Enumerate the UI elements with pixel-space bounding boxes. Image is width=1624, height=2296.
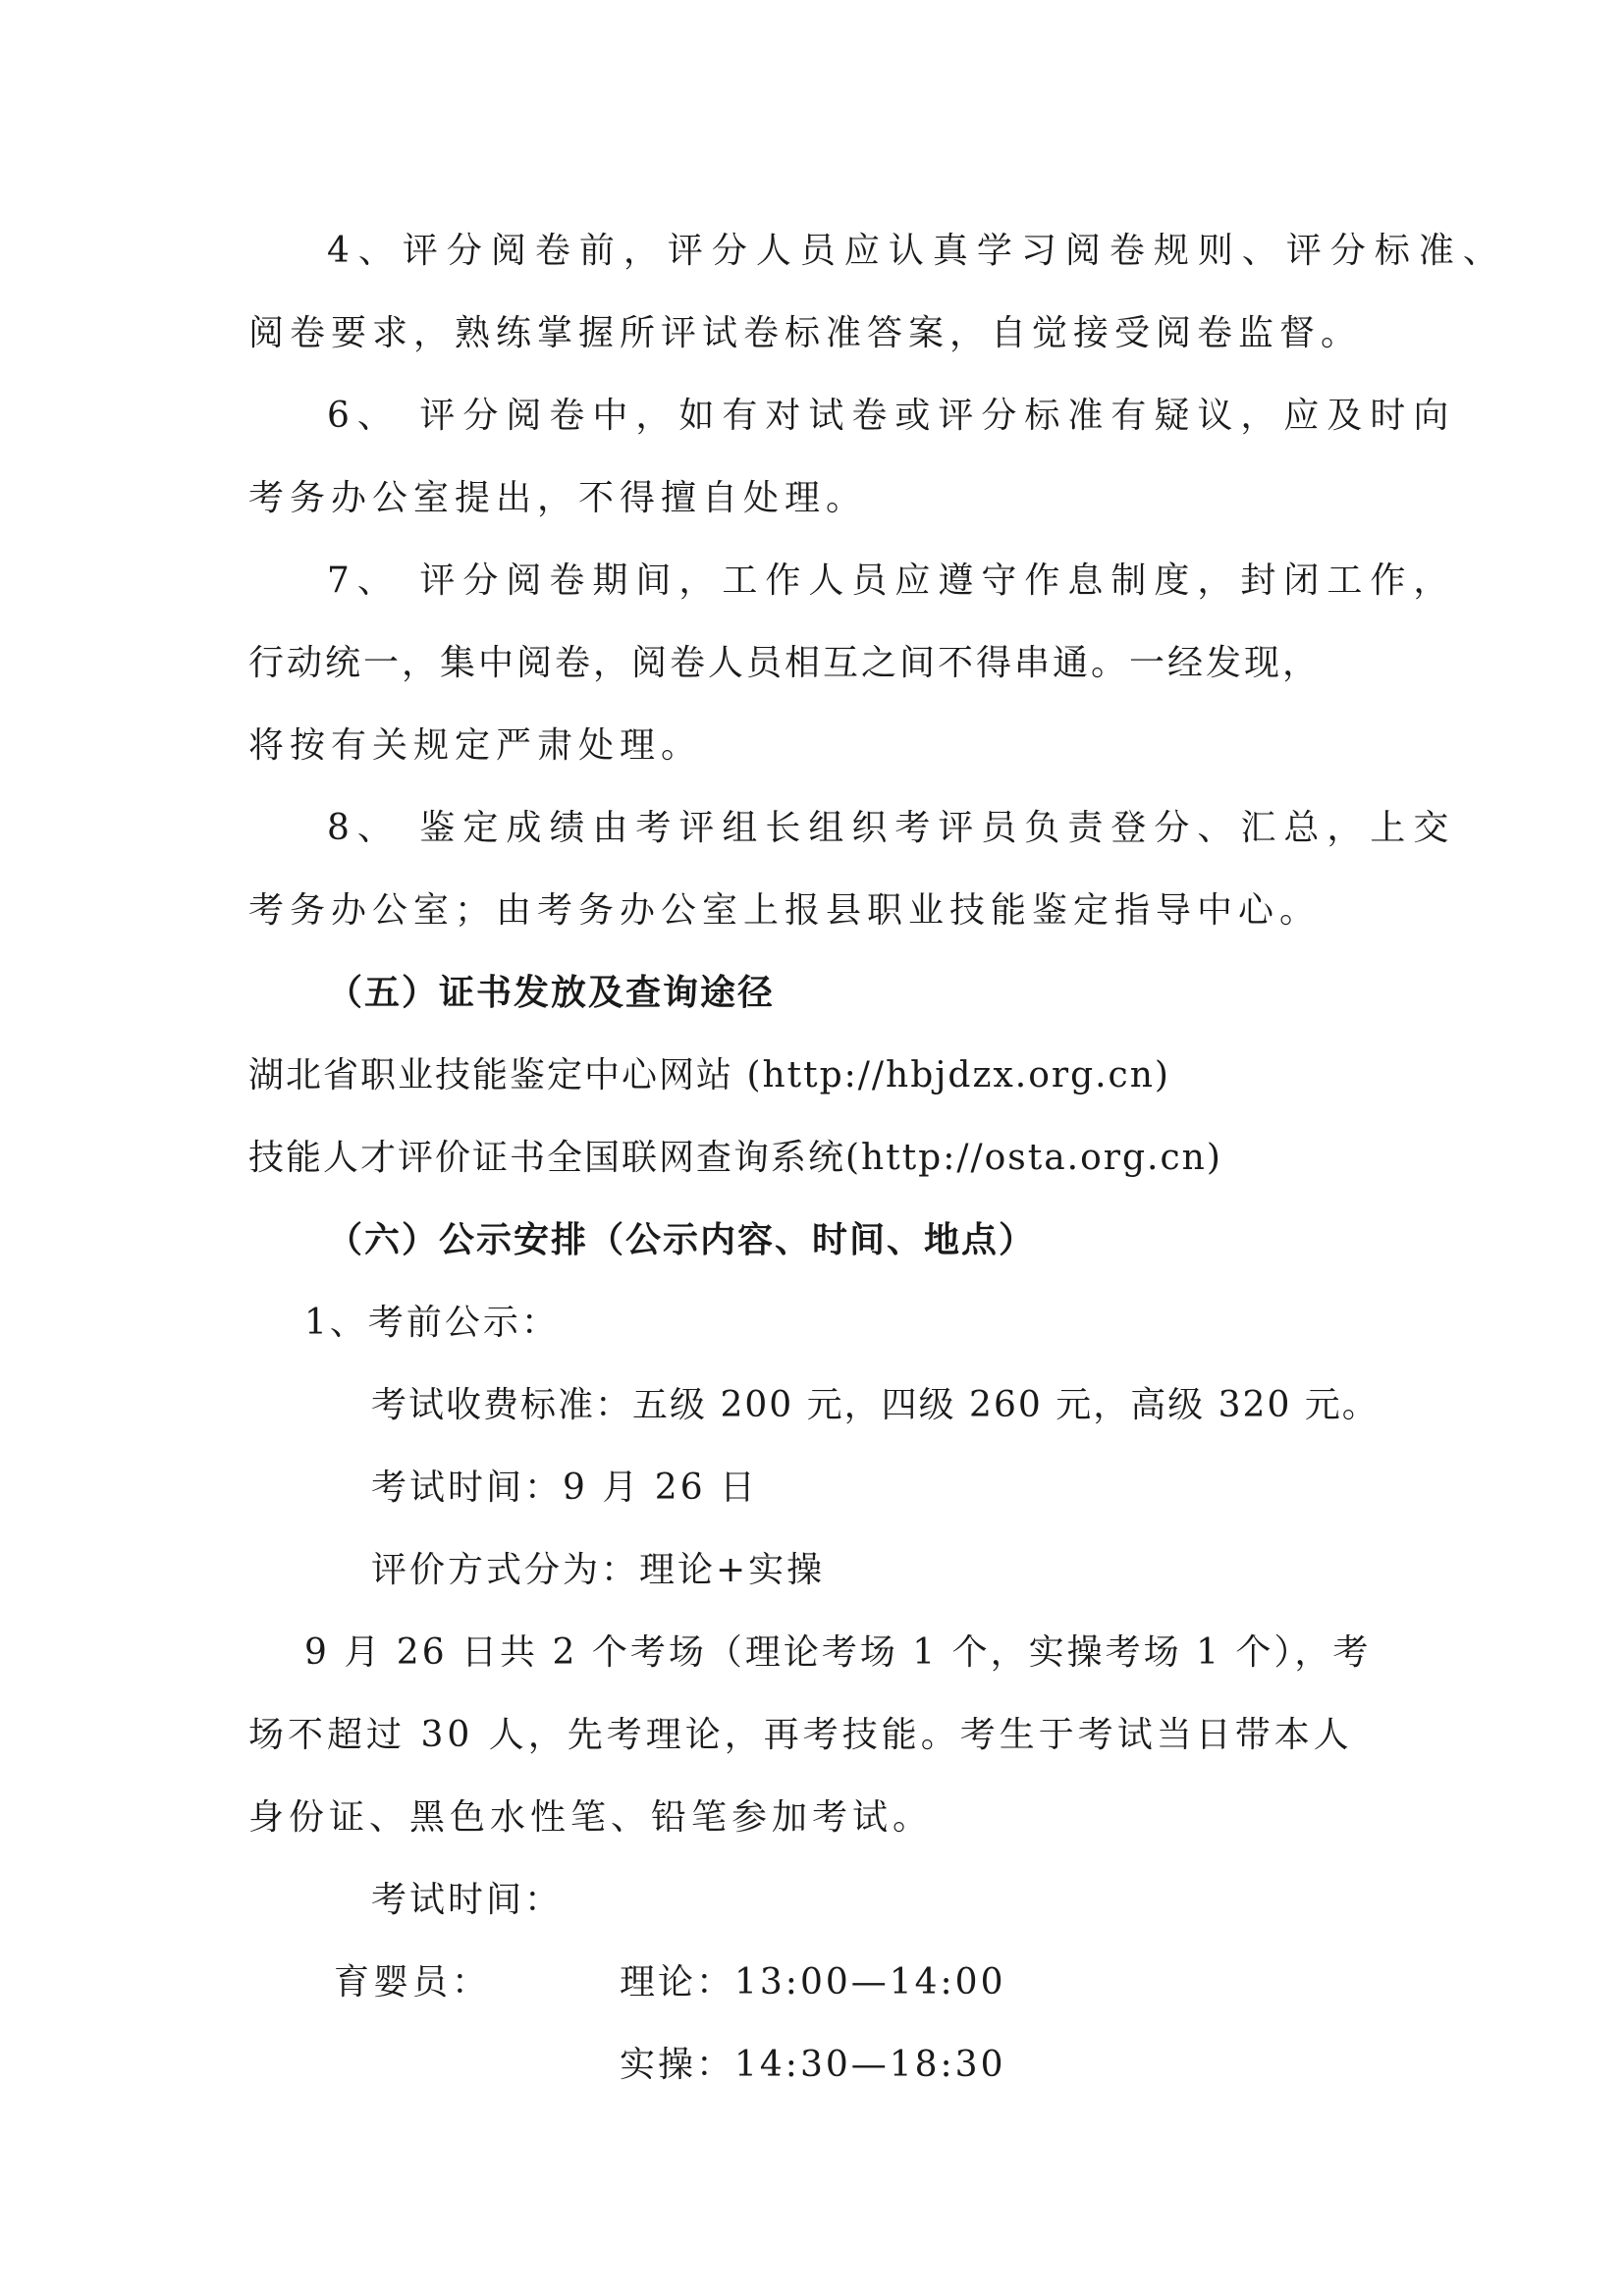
evaluation-method-line: 评价方式分为：理论+实操 [371,1550,826,1590]
osta-query-line: 技能人才评价证书全国联网查询系统(http://osta.org.cn) [248,1138,1222,1178]
childcare-worker-label: 育婴员： [334,1962,492,2002]
exam-time-label: 考试时间： [371,1880,564,1920]
theory-time: 理论：13:00—14:00 [620,1962,1006,2002]
paragraph-4-line-2: 阅卷要求，熟练掌握所评试卷标准答案，自觉接受阅卷监督。 [248,313,1363,353]
paragraph-4-line-1: 4、评分阅卷前，评分人员应认真学习阅卷规则、评分标准、 [327,231,1507,271]
paragraph-7-line-2: 行动统一，集中阅卷，阅卷人员相互之间不得串通。一经发现， [248,643,1322,683]
exam-date-line: 考试时间：9 月 26 日 [371,1468,759,1508]
paragraph-8-line-2: 考务办公室；由考务办公室上报县职业技能鉴定指导中心。 [248,890,1322,931]
practical-time: 实操：14:30—18:30 [620,2045,1006,2085]
paragraph-6-line-2: 考务办公室提出，不得擅自处理。 [248,478,868,518]
section-6-heading: （六）公示安排（公示内容、时间、地点） [327,1220,1037,1260]
exam-fee-line: 考试收费标准：五级 200 元，四级 260 元，高级 320 元。 [371,1385,1380,1425]
section-5-heading: （五）证书发放及查询途径 [327,973,776,1013]
paragraph-6-line-1: 6、 评分阅卷中，如有对试卷或评分标准有疑议，应及时向 [327,396,1457,436]
exam-rooms-line-3: 身份证、黑色水性笔、铅笔参加考试。 [248,1797,934,1838]
hubei-website-line: 湖北省职业技能鉴定中心网站 (http://hbjdzx.org.cn) [248,1055,1170,1095]
pre-exam-notice-label: 1、考前公示： [304,1303,560,1343]
paragraph-7-line-3: 将按有关规定严肃处理。 [248,725,703,766]
paragraph-7-line-1: 7、 评分阅卷期间，工作人员应遵守作息制度，封闭工作， [327,561,1457,601]
paragraph-8-line-1: 8、 鉴定成绩由考评组长组织考评员负责登分、汇总，上交 [327,808,1457,848]
exam-rooms-line-1: 9 月 26 日共 2 个考场（理论考场 1 个，实操考场 1 个），考 [304,1632,1372,1673]
exam-rooms-line-2: 场不超过 30 人，先考理论，再考技能。考生于考试当日带本人 [248,1715,1353,1755]
